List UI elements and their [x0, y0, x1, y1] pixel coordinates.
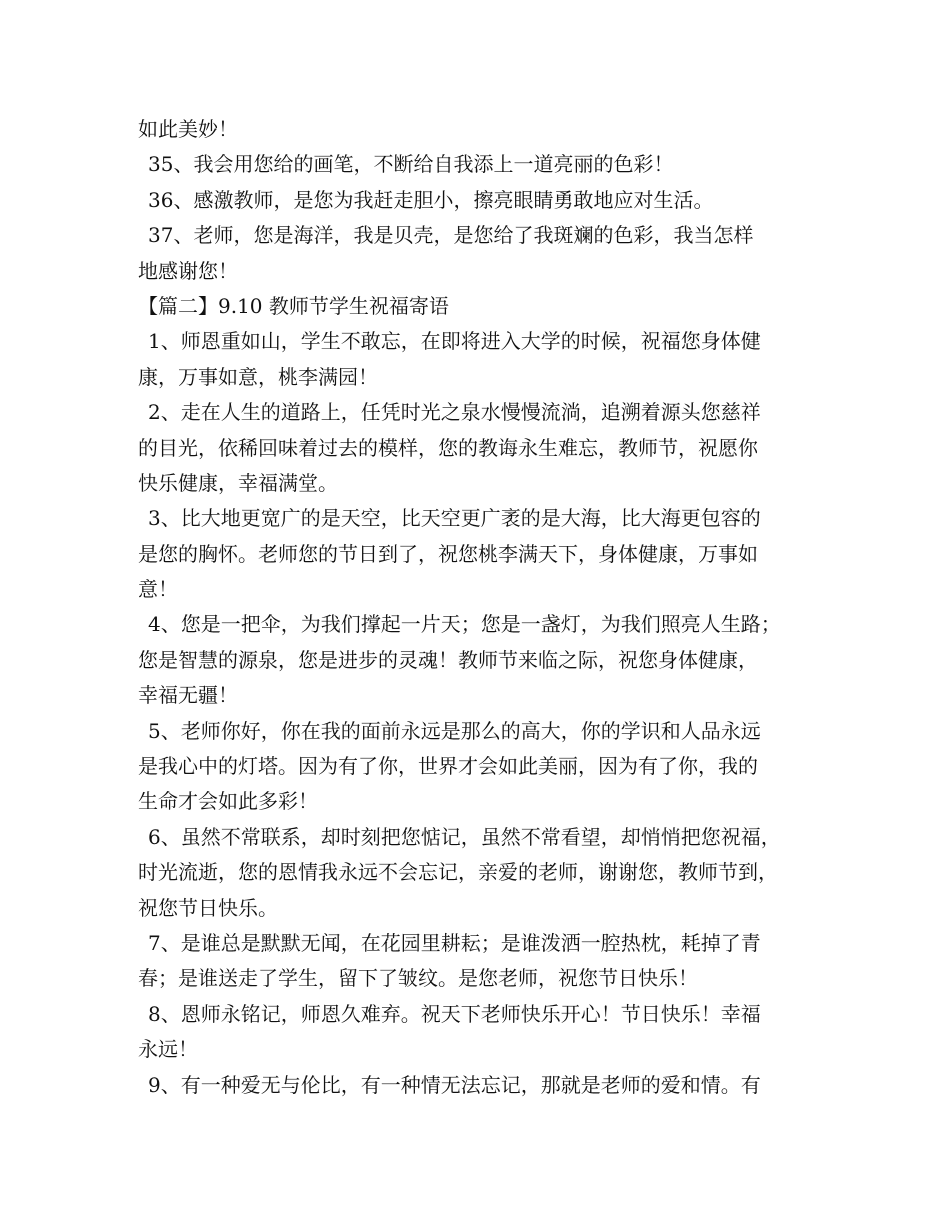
text-line: 5、老师你好，你在我的面前永远是那么的高大，你的学识和人品永远	[148, 718, 761, 743]
text-line: 6、虽然不常联系，却时刻把您惦记，虽然不常看望，却悄悄把您祝福，	[148, 824, 781, 849]
text-line: 的目光，依稀回味着过去的模样，您的教诲永生难忘，教师节，祝愿你	[138, 435, 758, 460]
text-line: 4、您是一把伞，为我们撑起一片天；您是一盏灯，为我们照亮人生路；	[148, 612, 781, 637]
text-line: 时光流逝，您的恩情我永远不会忘记，亲爱的老师，谢谢您，教师节到，	[138, 860, 778, 885]
text-line: 1、师恩重如山，学生不敢忘，在即将进入大学的时候，祝福您身体健	[148, 329, 761, 354]
text-line: 36、感激教师，是您为我赶走胆小，擦亮眼睛勇敢地应对生活。	[148, 187, 714, 212]
text-line: 7、是谁总是默默无闻，在花园里耕耘；是谁泼洒一腔热枕，耗掉了青	[148, 930, 761, 955]
text-line: 您是智慧的源泉，您是进步的灵魂！教师节来临之际，祝您身体健康，	[138, 647, 758, 672]
text-line: 祝您节日快乐。	[138, 895, 278, 920]
text-line: 如此美妙！	[138, 117, 238, 141]
text-line: 是我心中的灯塔。因为有了你，世界才会如此美丽，因为有了你，我的	[138, 754, 758, 779]
text-line: 春；是谁送走了学生，留下了皱纹。是您老师，祝您节日快乐！	[138, 966, 698, 991]
text-line: 【篇二】9.10 教师节学生祝福寄语	[138, 293, 449, 318]
text-line: 35、我会用您给的画笔，不断给自我添上一道亮丽的色彩！	[148, 152, 674, 177]
text-line: 37、老师，您是海洋，我是贝壳，是您给了我斑斓的色彩，我当怎样	[148, 223, 754, 248]
text-line: 3、比大地更宽广的是天空，比天空更广袤的是大海，比大海更包容的	[148, 506, 761, 531]
text-line: 快乐健康，幸福满堂。	[138, 470, 338, 495]
text-line: 生命才会如此多彩！	[138, 789, 318, 814]
text-line: 9、有一种爱无与伦比，有一种情无法忘记，那就是老师的爱和情。有	[148, 1072, 761, 1097]
text-line: 幸福无疆！	[138, 683, 238, 708]
text-line: 永远！	[138, 1037, 198, 1062]
text-line: 康，万事如意，桃李满园！	[138, 364, 378, 389]
text-line: 意！	[138, 577, 178, 602]
text-line: 地感谢您！	[138, 258, 238, 283]
document-body	[138, 112, 818, 1103]
text-line: 2、走在人生的道路上，任凭时光之泉水慢慢流淌，追溯着源头您慈祥	[148, 400, 761, 425]
text-line: 8、恩师永铭记，师恩久难弃。祝天下老师快乐开心！节日快乐！幸福	[148, 1001, 761, 1026]
text-line: 是您的胸怀。老师您的节日到了，祝您桃李满天下，身体健康，万事如	[138, 541, 758, 566]
